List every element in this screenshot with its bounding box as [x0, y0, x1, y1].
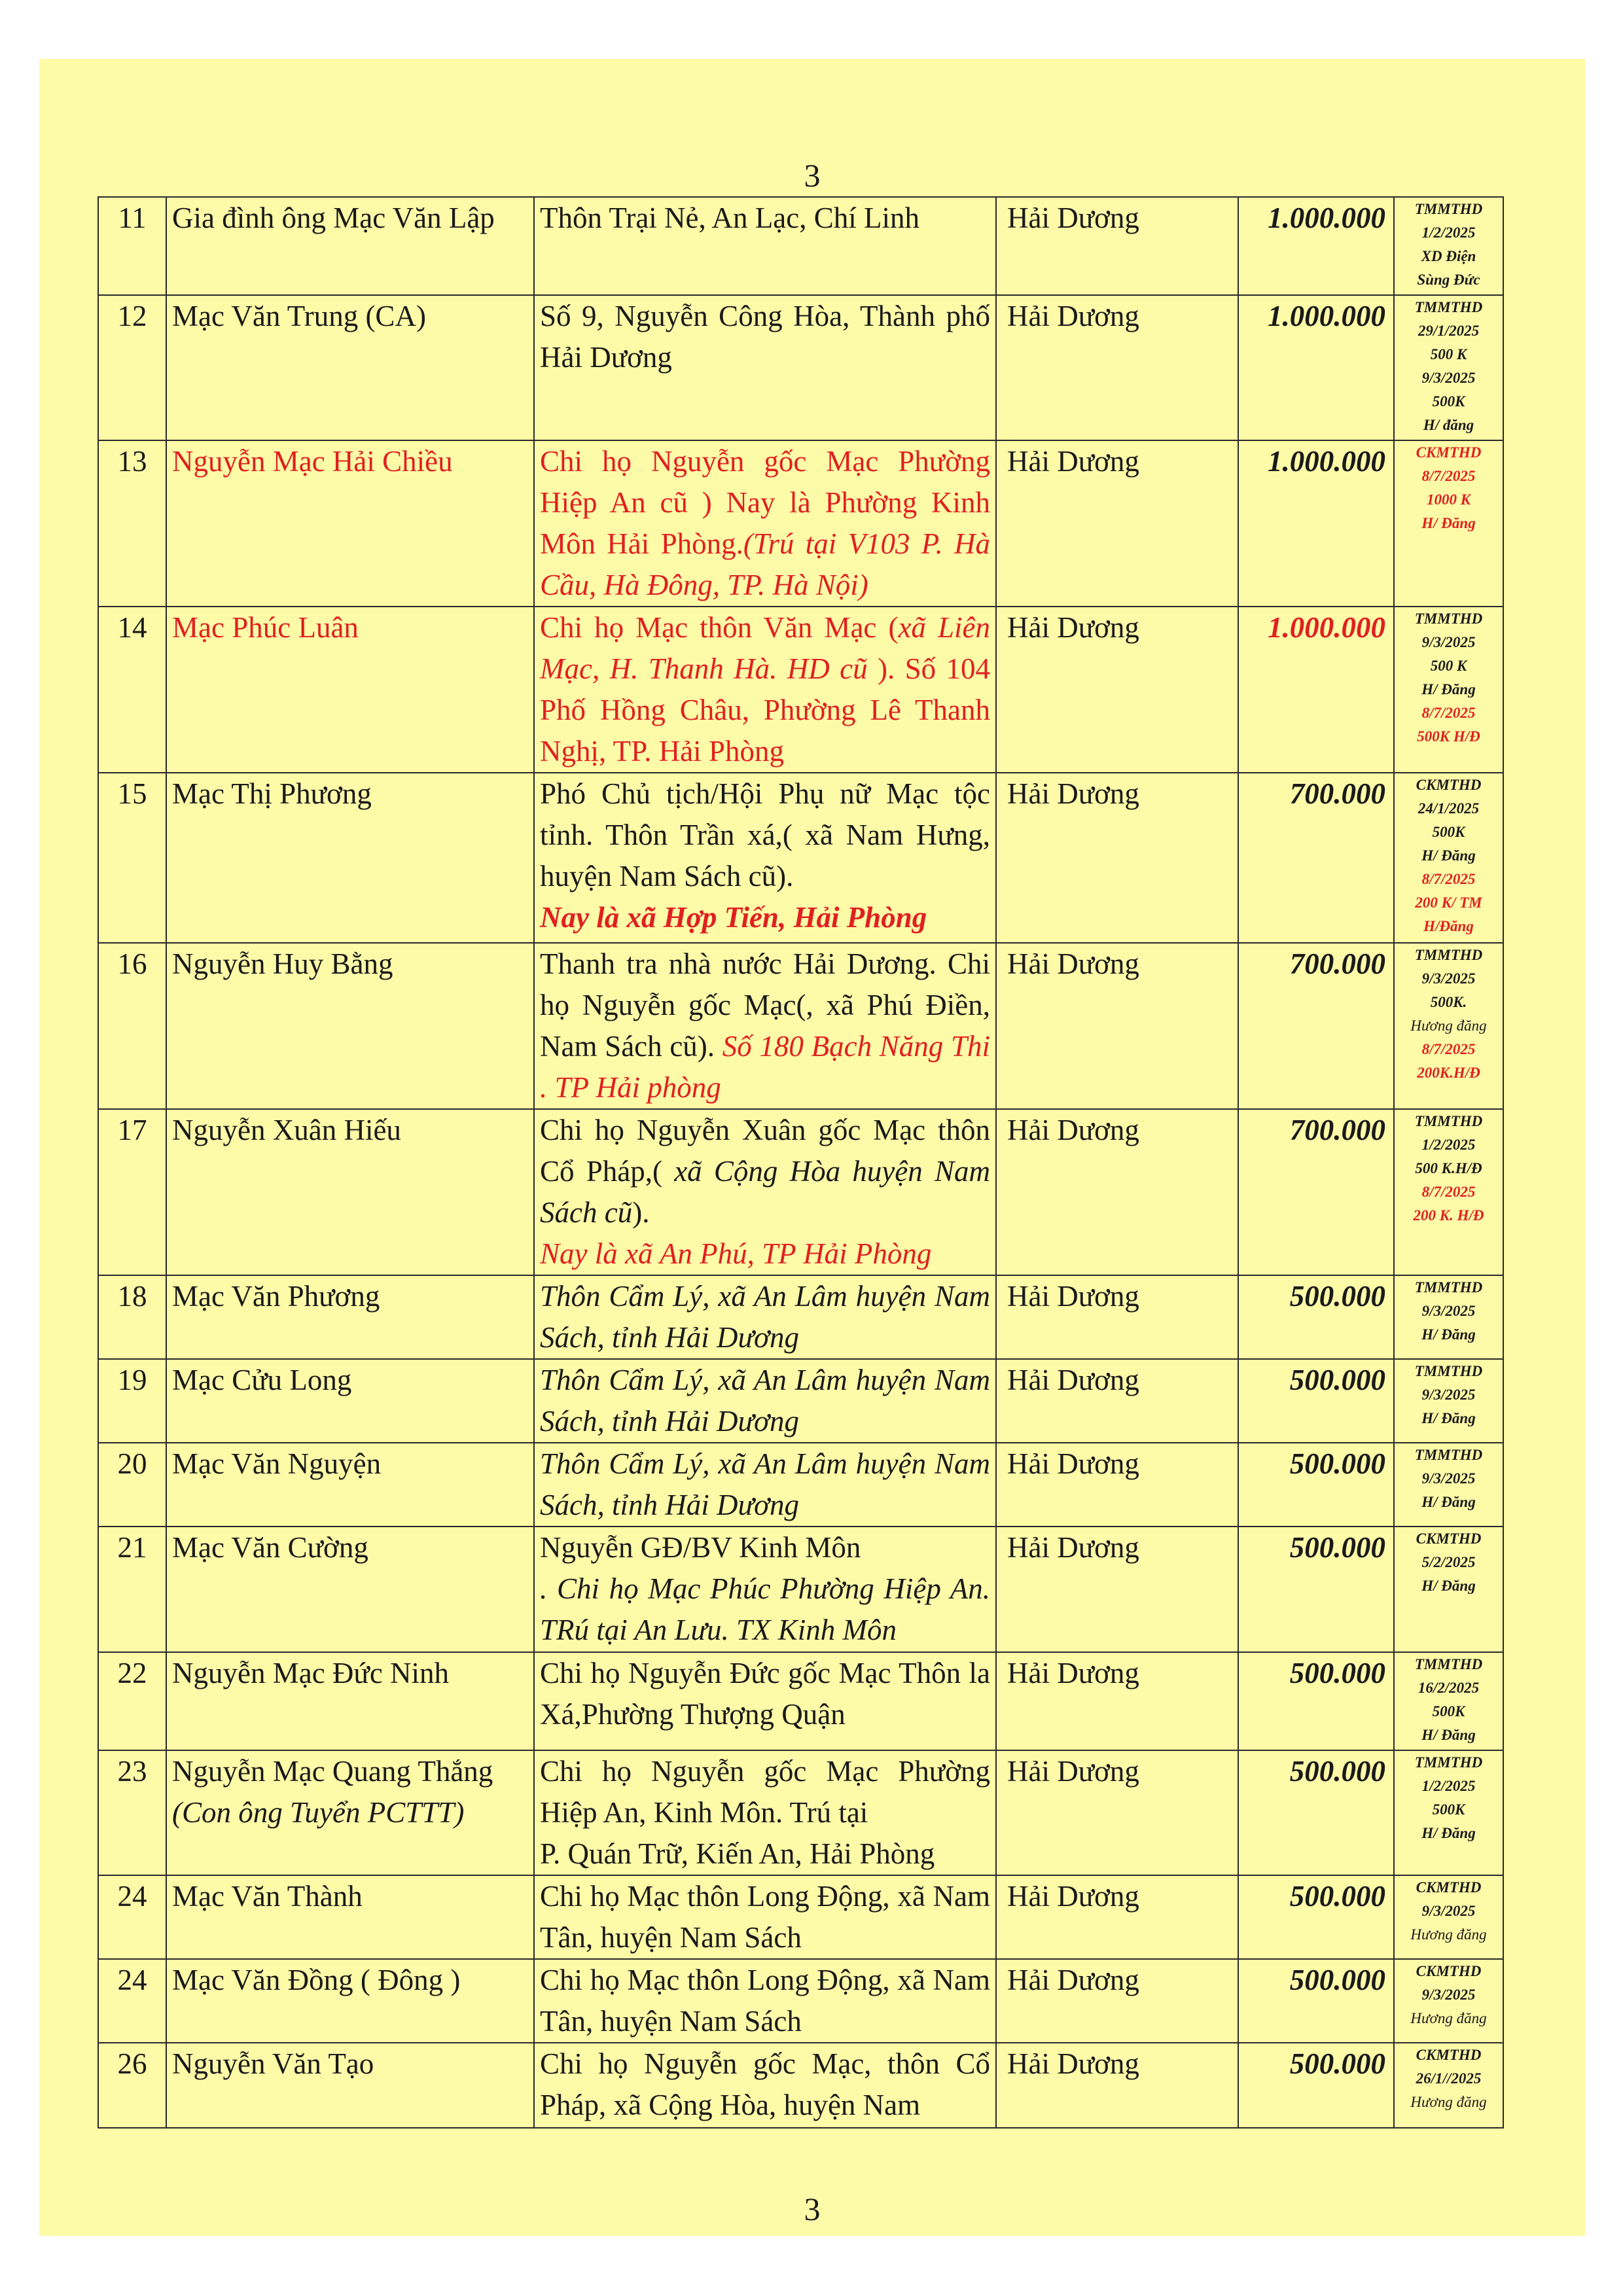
address-text: Chi họ Nguyễn gốc Mạc Phường Hiệp An, Kinh Môn. Trú tại: [540, 1755, 990, 1829]
address-cell: [534, 1875, 996, 1959]
person-name-cell: [166, 1275, 534, 1359]
payment-note-line: 8/7/2025: [1421, 468, 1476, 484]
payment-note-line: Hương đăng: [1410, 2010, 1487, 2026]
payment-note-line: Sùng Đức: [1417, 272, 1480, 288]
address-cell: [534, 440, 996, 607]
address-text: xã Liên Mạc, H. Thanh Hà. HD cũ: [540, 611, 990, 685]
person-name-cell: [166, 2043, 534, 2128]
address-text: Chi họ Mạc thôn Long Động, xã Nam Tân, huyện Nam Sách: [540, 1880, 990, 1954]
payment-note-line: 26/1//2025: [1416, 2070, 1482, 2087]
payment-note-line: 1/2/2025: [1421, 1778, 1476, 1794]
province: Hải Dương: [996, 2043, 1238, 2128]
address-text: Số 180 Bạch Năng Thi . TP Hải phòng: [540, 1030, 990, 1104]
province: Hải Dương: [996, 943, 1238, 1109]
payment-note-cell: [1394, 607, 1503, 773]
payment-note-line: 9/3/2025: [1421, 1386, 1476, 1403]
person-name: Mạc Văn Phương: [172, 1280, 380, 1313]
person-name-cell: [166, 943, 534, 1109]
row-number: 12: [98, 295, 166, 440]
payment-note-line: 500 K: [1430, 346, 1467, 362]
table-row: [98, 1875, 1503, 1959]
payment-note-line: H/ Đăng: [1421, 1326, 1476, 1343]
person-name-cell: [166, 1959, 534, 2043]
table-row: [98, 607, 1503, 773]
donation-amount: 500.000: [1238, 1750, 1394, 1875]
address-text: Số 9, Nguyễn Công Hòa, Thành phố Hải Dương: [540, 300, 990, 374]
table-row: [98, 1527, 1503, 1652]
payment-note-line: 9/3/2025: [1421, 1987, 1476, 2003]
person-name: Nguyễn Mạc Quang Thắng: [172, 1755, 493, 1788]
person-name: Mạc Thị Phương: [172, 777, 372, 810]
row-number: 20: [98, 1443, 166, 1527]
payment-note-cell: [1394, 1109, 1503, 1275]
payment-note-line: 1000 K: [1426, 491, 1471, 508]
table-row: [98, 1359, 1503, 1443]
address-cell: [534, 1359, 996, 1443]
province: Hải Dương: [996, 295, 1238, 440]
payment-note-line: 29/1/2025: [1418, 323, 1480, 339]
payment-note-line: 9/3/2025: [1421, 970, 1476, 987]
address-cell: [534, 1652, 996, 1750]
payment-note-line: H/ Đăng: [1421, 1578, 1476, 1594]
address-text: Chi họ Mạc thôn Long Động, xã Nam Tân, huyện Nam Sách: [540, 1964, 990, 2038]
province: Hải Dương: [996, 607, 1238, 773]
address-text: Thôn Cẩm Lý, xã An Lâm huyện Nam Sách, tỉnh Hải Dương: [540, 1447, 990, 1521]
payment-note-line: 9/3/2025: [1421, 634, 1476, 650]
payment-note-line: 9/3/2025: [1421, 1903, 1476, 1919]
address-cell: [534, 2043, 996, 2128]
province: Hải Dương: [996, 1359, 1238, 1443]
person-name: Nguyễn Mạc Hải Chiều: [172, 445, 453, 478]
table-row: [98, 295, 1503, 440]
payment-note-line: XD Điện: [1421, 248, 1476, 264]
province: Hải Dương: [996, 1875, 1238, 1959]
payment-note-cell: [1394, 1275, 1503, 1359]
address-text: Thôn Cẩm Lý, xã An Lâm huyện Nam Sách, tỉnh Hải Dương: [540, 1280, 990, 1354]
payment-note-line: 500K: [1432, 824, 1465, 840]
row-number: 24: [98, 1875, 166, 1959]
province: Hải Dương: [996, 440, 1238, 607]
address-text: ). Số 104 Phố Hồng Châu, Phường Lê Thanh Nghị, TP. Hải Phòng: [540, 652, 990, 768]
payment-note-line: H/ Đăng: [1421, 847, 1476, 864]
payment-note-line: CKMTHD: [1416, 1530, 1482, 1547]
payment-note-cell: [1394, 943, 1503, 1109]
person-name: Mạc Văn Thành: [172, 1880, 363, 1913]
person-name-cell: [166, 295, 534, 440]
payment-note-line: CKMTHD: [1416, 1879, 1482, 1896]
address-cell: [534, 1109, 996, 1275]
payment-note-cell: [1394, 773, 1503, 943]
payment-note-line: TMMTHD: [1414, 610, 1483, 627]
payment-note-line: 24/1/2025: [1418, 800, 1480, 817]
payment-note-cell: [1394, 1750, 1503, 1875]
address-text: Chi họ Nguyễn Xuân gốc Mạc thôn Cổ Pháp,(: [540, 1114, 990, 1188]
donation-amount: 500.000: [1238, 2043, 1394, 2128]
address-text: ).: [632, 1196, 650, 1229]
province: Hải Dương: [996, 197, 1238, 295]
payment-note-line: 200K.H/Đ: [1417, 1065, 1480, 1081]
payment-note-cell: [1394, 197, 1503, 295]
donation-amount: 700.000: [1238, 943, 1394, 1109]
donation-amount: 1.000.000: [1238, 607, 1394, 773]
donation-amount: 1.000.000: [1238, 440, 1394, 607]
row-number: 14: [98, 607, 166, 773]
address-text: P. Quán Trữ, Kiến An, Hải Phòng: [540, 1837, 935, 1870]
payment-note-line: TMMTHD: [1414, 1279, 1483, 1296]
payment-note-line: 1/2/2025: [1421, 224, 1476, 241]
payment-note-line: CKMTHD: [1416, 777, 1482, 793]
payment-note-line: H/ Đăng: [1421, 1825, 1476, 1841]
donation-amount: 500.000: [1238, 1527, 1394, 1652]
payment-note-line: Hương đăng: [1410, 2094, 1487, 2110]
payment-note-line: 500 K: [1430, 658, 1467, 674]
person-name: Mạc Phúc Luân: [172, 611, 359, 644]
address-text: Thôn Trại Nẻ, An Lạc, Chí Linh: [540, 202, 919, 234]
payment-note-cell: [1394, 1959, 1503, 2043]
table-row: [98, 1652, 1503, 1750]
address-cell: [534, 607, 996, 773]
payment-note-line: CKMTHD: [1416, 2047, 1482, 2063]
payment-note-line: 8/7/2025: [1421, 705, 1476, 721]
table-row: [98, 440, 1503, 607]
address-text: Phó Chủ tịch/Hội Phụ nữ Mạc tộc tỉnh. Thôn Trần xá,( xã Nam Hưng, huyện Nam Sách cũ).: [540, 777, 990, 892]
province: Hải Dương: [996, 773, 1238, 943]
table-row: [98, 1750, 1503, 1875]
payment-note-line: 500K: [1432, 1703, 1465, 1720]
row-number: 23: [98, 1750, 166, 1875]
address-text: Nay là xã Hợp Tiến, Hải Phòng: [540, 901, 927, 934]
address-text: Nay là xã An Phú, TP Hải Phòng: [540, 1237, 932, 1270]
payment-note-line: H/ đăng: [1423, 417, 1474, 433]
person-name: Nguyễn Văn Tạo: [172, 2047, 374, 2080]
payment-note-line: TMMTHD: [1414, 947, 1483, 963]
payment-note-line: 500K: [1432, 393, 1465, 410]
payment-note-line: 500K: [1432, 1801, 1465, 1818]
province: Hải Dương: [996, 1959, 1238, 2043]
table-row: [98, 1109, 1503, 1275]
payment-note-line: TMMTHD: [1414, 1656, 1483, 1672]
row-number: 22: [98, 1652, 166, 1750]
payment-note-line: 200 K/ TM: [1415, 894, 1482, 911]
person-name-cell: [166, 1443, 534, 1527]
payment-note-line: H/Đăng: [1423, 918, 1474, 934]
row-number: 19: [98, 1359, 166, 1443]
address-text: Chi họ Nguyễn gốc Mạc Phường Hiệp An cũ ) Nay là Phường Kinh Môn Hải Phòng.: [540, 445, 990, 560]
person-name: Nguyễn Huy Bằng: [172, 947, 393, 980]
page-number-top: 3: [804, 157, 821, 194]
person-name-cell: [166, 1750, 534, 1875]
donation-amount: 500.000: [1238, 1875, 1394, 1959]
row-number: 11: [98, 197, 166, 295]
donation-amount: 1.000.000: [1238, 295, 1394, 440]
address-text: Nguyễn GĐ/BV Kinh Môn: [540, 1531, 861, 1564]
donation-amount: 700.000: [1238, 1109, 1394, 1275]
address-text: Chi họ Mạc thôn Văn Mạc (: [540, 611, 899, 644]
person-name: Mạc Văn Cường: [172, 1531, 368, 1564]
payment-note-line: H/ Đăng: [1421, 1727, 1476, 1743]
payment-note-line: CKMTHD: [1416, 444, 1482, 461]
payment-note-line: TMMTHD: [1414, 201, 1483, 217]
address-cell: [534, 1275, 996, 1359]
person-name-cell: [166, 440, 534, 607]
payment-note-line: 500K H/Đ: [1417, 728, 1480, 745]
donation-amount: 500.000: [1238, 1275, 1394, 1359]
payment-note-line: H/ Đăng: [1421, 681, 1476, 698]
payment-note-line: 9/3/2025: [1421, 370, 1476, 386]
person-name-cell: [166, 1359, 534, 1443]
table-row: [98, 1275, 1503, 1359]
payment-note-line: 200 K. H/Đ: [1413, 1207, 1484, 1224]
person-name-cell: [166, 607, 534, 773]
payment-note-line: Hương đăng: [1410, 1926, 1487, 1943]
person-name: Nguyễn Mạc Đức Ninh: [172, 1657, 450, 1689]
address-text: Chi họ Nguyễn Đức gốc Mạc Thôn la Xá,Phường Thượng Quận: [540, 1657, 990, 1731]
person-name-cell: [166, 1527, 534, 1652]
payment-note-line: 500K.: [1430, 994, 1467, 1010]
document-page: [39, 59, 1585, 2236]
person-name: Nguyễn Xuân Hiếu: [172, 1114, 401, 1146]
person-name: Mạc Văn Đồng ( Đông ): [172, 1964, 461, 1996]
payment-note-line: H/ Đăng: [1421, 1494, 1476, 1510]
province: Hải Dương: [996, 1109, 1238, 1275]
address-cell: [534, 295, 996, 440]
person-name: Gia đình ông Mạc Văn Lập: [172, 202, 495, 234]
person-name-cell: [166, 197, 534, 295]
table-row: [98, 2043, 1503, 2128]
province: Hải Dương: [996, 1443, 1238, 1527]
row-number: 21: [98, 1527, 166, 1652]
table-row: [98, 197, 1503, 295]
person-name-cell: [166, 773, 534, 943]
table-row: [98, 1959, 1503, 2043]
person-name-cell: [166, 1652, 534, 1750]
donation-amount: 700.000: [1238, 773, 1394, 943]
donation-amount: 1.000.000: [1238, 197, 1394, 295]
payment-note-line: 5/2/2025: [1421, 1554, 1476, 1570]
payment-note-cell: [1394, 1359, 1503, 1443]
province: Hải Dương: [996, 1750, 1238, 1875]
payment-note-line: 500 K.H/Đ: [1415, 1160, 1482, 1176]
payment-note-line: 16/2/2025: [1418, 1680, 1480, 1696]
address-text: Thanh tra nhà nước Hải Dương. Chi họ Nguyễn gốc Mạc(, xã Phú Điền, Nam Sách cũ).: [540, 947, 990, 1063]
table-row: [98, 773, 1503, 943]
payment-note-cell: [1394, 295, 1503, 440]
address-text: Thôn Cẩm Lý, xã An Lâm huyện Nam Sách, tỉnh Hải Dương: [540, 1364, 990, 1438]
person-name-cell: [166, 1109, 534, 1275]
address-text: (Trú tại V103 P. Hà Cầu, Hà Đông, TP. Hà Nội): [540, 527, 991, 601]
payment-note-cell: [1394, 2043, 1503, 2128]
row-number: 17: [98, 1109, 166, 1275]
payment-note-line: 8/7/2025: [1421, 1041, 1476, 1057]
row-number: 15: [98, 773, 166, 943]
row-number: 13: [98, 440, 166, 607]
province: Hải Dương: [996, 1275, 1238, 1359]
payment-note-line: 8/7/2025: [1421, 1184, 1476, 1200]
payment-note-line: 1/2/2025: [1421, 1137, 1476, 1153]
table-row: [98, 943, 1503, 1109]
payment-note-cell: [1394, 1443, 1503, 1527]
row-number: 24: [98, 1959, 166, 2043]
address-cell: [534, 1959, 996, 2043]
donation-amount: 500.000: [1238, 1443, 1394, 1527]
payment-note-line: H/ Đăng: [1421, 515, 1476, 531]
address-text: . Chi họ Mạc Phúc Phường Hiệp An. TRú tại An Lưu. TX Kinh Môn: [540, 1572, 990, 1646]
payment-note-cell: [1394, 1527, 1503, 1652]
donation-amount: 500.000: [1238, 1359, 1394, 1443]
address-text: xã Cộng Hòa huyện Nam Sách cũ: [540, 1155, 990, 1229]
row-number: 18: [98, 1275, 166, 1359]
address-cell: [534, 1443, 996, 1527]
person-name: Mạc Văn Trung (CA): [172, 300, 426, 332]
address-cell: [534, 197, 996, 295]
donation-amount: 500.000: [1238, 1652, 1394, 1750]
person-name-cell: [166, 1875, 534, 1959]
page-number-bottom: 3: [804, 2191, 821, 2227]
payment-note-line: TMMTHD: [1414, 1754, 1483, 1771]
payment-note-line: TMMTHD: [1414, 1113, 1483, 1129]
address-cell: [534, 1527, 996, 1652]
payment-note-line: 9/3/2025: [1421, 1303, 1476, 1319]
payment-note-line: TMMTHD: [1414, 1447, 1483, 1463]
payment-note-line: CKMTHD: [1416, 1963, 1482, 1979]
table-row: [98, 1443, 1503, 1527]
province: Hải Dương: [996, 1527, 1238, 1652]
donation-amount: 500.000: [1238, 1959, 1394, 2043]
payment-note-line: TMMTHD: [1414, 1363, 1483, 1379]
payment-note-line: TMMTHD: [1414, 299, 1483, 315]
address-cell: [534, 773, 996, 943]
person-name: Mạc Cửu Long: [172, 1364, 352, 1396]
address-cell: [534, 943, 996, 1109]
payment-note-line: H/ Đăng: [1421, 1410, 1476, 1426]
payment-note-cell: [1394, 1875, 1503, 1959]
payment-note-cell: [1394, 1652, 1503, 1750]
row-number: 26: [98, 2043, 166, 2128]
payment-note-cell: [1394, 440, 1503, 607]
address-text: Chi họ Nguyễn gốc Mạc, thôn Cổ Pháp, xã Cộng Hòa, huyện Nam: [540, 2047, 990, 2121]
payment-note-line: 9/3/2025: [1421, 1470, 1476, 1487]
row-number: 16: [98, 943, 166, 1109]
payment-note-line: 8/7/2025: [1421, 871, 1476, 887]
province: Hải Dương: [996, 1652, 1238, 1750]
person-name-note: (Con ông Tuyển PCTTT): [172, 1796, 465, 1829]
address-cell: [534, 1750, 996, 1875]
payment-note-line: Hương đăng: [1410, 1017, 1487, 1034]
donation-table: [98, 196, 1504, 2128]
person-name: Mạc Văn Nguyện: [172, 1447, 382, 1480]
